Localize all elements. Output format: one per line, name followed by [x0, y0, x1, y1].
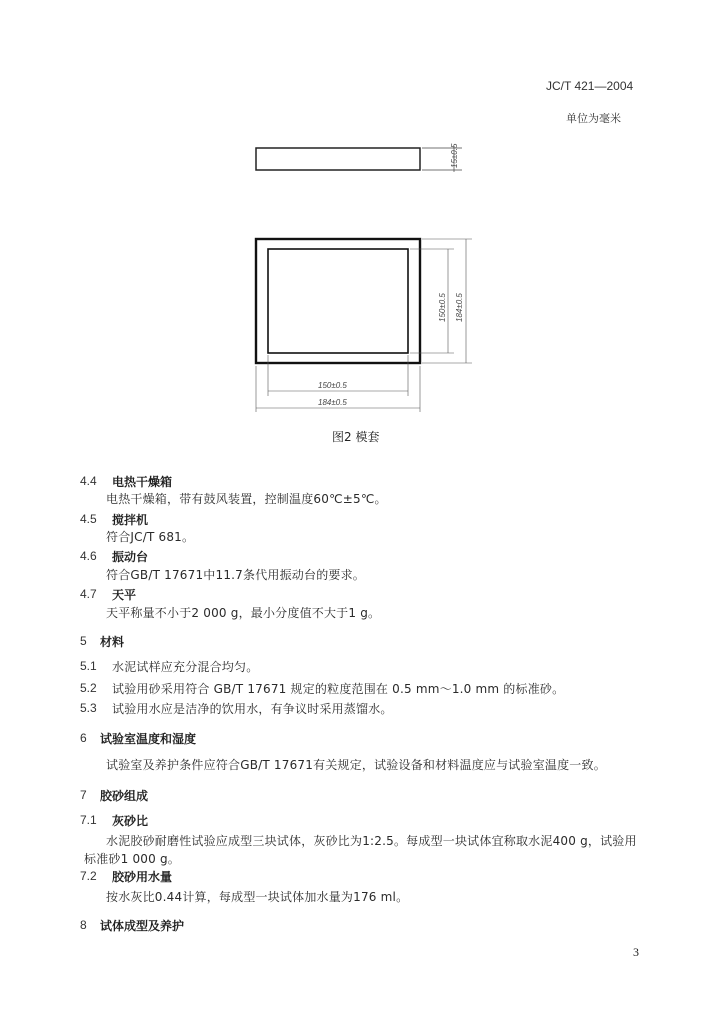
section-number: 4.7	[80, 587, 97, 601]
section-text: 试验用水应是洁净的饮用水，有争议时采用蒸馏水。	[112, 702, 393, 716]
section-title: 试体成型及养护	[100, 919, 185, 933]
section-title: 材料	[100, 635, 125, 649]
section-text: 电热干燥箱，带有鼓风装置，控制温度60℃±5℃。	[106, 492, 387, 506]
section-text: 天平称量不小于2 000 g，最小分度值不大于1 g。	[106, 606, 381, 620]
figure-caption: 图2 模套	[332, 430, 380, 444]
section-number: 7.1	[80, 813, 97, 827]
side-view-plate	[256, 148, 420, 170]
dim-inner-height: 150±0.5	[438, 293, 447, 322]
section-number: 5.2	[80, 681, 97, 695]
standard-code: JC/T 421—2004	[546, 79, 634, 93]
page-number: 3	[633, 945, 639, 959]
section-number: 5.1	[80, 659, 97, 673]
section-number: 8	[80, 918, 87, 932]
section-text-continued: 标准砂1 000 g。	[84, 852, 180, 866]
section-number: 6	[80, 731, 87, 745]
section-text: 水泥试样应充分混合均匀。	[112, 660, 259, 674]
section-title: 电热干燥箱	[112, 475, 173, 489]
unit-note: 单位为毫米	[566, 112, 621, 125]
section-number: 5	[80, 634, 87, 648]
section-number: 4.4	[80, 474, 97, 488]
frame-inner	[268, 249, 408, 353]
section-number: 4.6	[80, 549, 97, 563]
section-number: 7	[80, 788, 87, 802]
frame-outer	[256, 239, 420, 363]
section-number: 5.3	[80, 701, 97, 715]
mold-sleeve-figure	[240, 138, 480, 418]
section-title: 天平	[112, 588, 137, 602]
section-text: 符合JC/T 681。	[106, 530, 195, 544]
section-text: 试验室及养护条件应符合GB/T 17671有关规定，试验设备和材料温度应与试验室温度一致。	[106, 758, 606, 772]
section-title: 胶砂用水量	[112, 870, 173, 884]
dim-outer-height: 184±0.5	[455, 293, 464, 322]
section-title: 试验室温度和湿度	[100, 732, 197, 746]
section-text: 符合GB/T 17671中11.7条代用振动台的要求。	[106, 568, 366, 582]
section-number: 7.2	[80, 869, 97, 883]
section-title: 搅拌机	[112, 513, 149, 527]
section-text: 按水灰比0.44计算，每成型一块试体加水量为176 ml。	[106, 890, 409, 904]
dim-thickness: 15±0.5	[450, 143, 459, 168]
section-text: 试验用砂采用符合 GB/T 17671 规定的粒度范围在 0.5 mm～1.0 mm 的标准砂。	[112, 682, 565, 696]
section-title: 胶砂组成	[100, 789, 149, 803]
dim-inner-width: 150±0.5	[318, 381, 347, 390]
dim-outer-width: 184±0.5	[318, 398, 347, 407]
section-text: 水泥胶砂耐磨性试验应成型三块试体，灰砂比为1:2.5。每成型一块试体宜称取水泥400 g，试验用	[106, 834, 637, 848]
section-number: 4.5	[80, 512, 97, 526]
section-title: 灰砂比	[112, 814, 149, 828]
section-title: 振动台	[112, 550, 149, 564]
